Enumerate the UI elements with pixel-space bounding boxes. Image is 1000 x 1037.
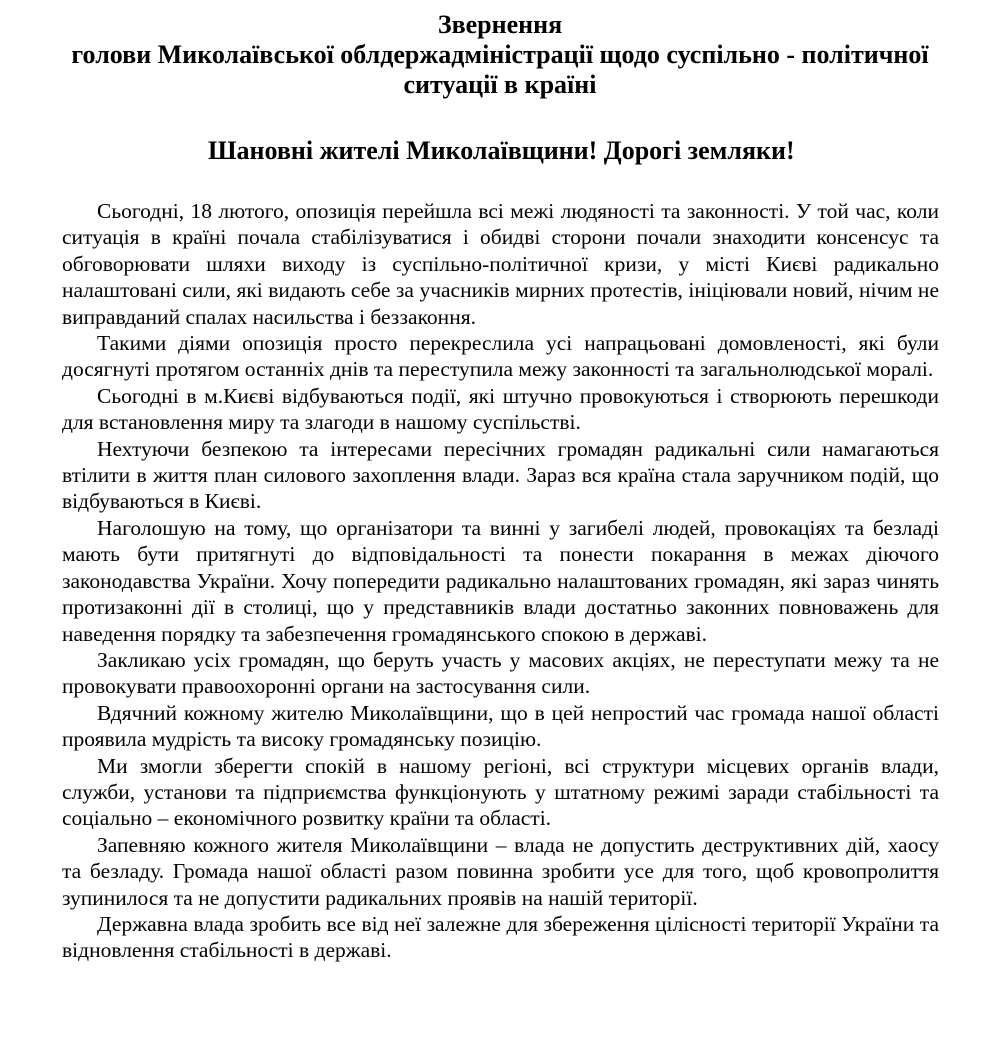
body-text [62, 198, 939, 964]
paragraph-5: Наголошую на тому, що організатори та винні у загибелі людей, провокаціях та безладі мають бути притягнуті до відповідальності та понести покарання в межах діючого законодавства України. Хочу попередити радикально налаштованих громадян, які зараз чинять протизаконні дії в столиці, що у представників влади достатньо законних повноважень для наведення порядку та забезпечення громадянського спокою в державі. [62, 515, 939, 646]
paragraph-6: Закликаю усіх громадян, що беруть участь у масових акціях, не переступати межу та не провокувати правоохоронні органи на застосування сили. [62, 647, 939, 699]
paragraph-9: Запевняю кожного жителя Миколаївщини – влада не допустить деструктивних дій, хаосу та безладу. Громада нашої області разом повинна зробити усе для того, щоб кровопролиття зупинилося та не допустити радикальних проявів на нашій території. [62, 832, 939, 910]
paragraph-8: Ми змогли зберегти спокій в нашому регіоні, всі структури місцевих органів влади, служби, установи та підприємства функціонують у штатному режимі заради стабільності та соціально – економічного розвитку країни та області. [62, 753, 939, 831]
paragraph-3: Сьогодні в м.Києві відбуваються події, які штучно провокуються і створюють перешкоди для встановлення миру та злагоди в нашому суспільстві. [62, 383, 939, 435]
paragraph-4: Нехтуючи безпекою та інтересами пересічних громадян радикальні сили намагаються втілити в життя план силового захоплення влади. Зараз вся країна стала заручником подій, що відбуваються в Києві. [62, 436, 939, 514]
paragraph-2: Такими діями опозиція просто перекреслила усі напрацьовані домовленості, які були досягнуті протягом останніх днів та переступила межу законності та загальнолюдської моралі. [62, 331, 939, 382]
title-line-2: голови Миколаївської облдержадміністрації щодо суспільно - політичної [71, 40, 929, 69]
greeting: Шановні жителі Миколаївщини! Дорогі земляки! [208, 136, 795, 165]
title-line-1: Звернення [437, 10, 563, 39]
paragraph-1: Сьогодні, 18 лютого, опозиція перейшла всі межі людяності та законності. У той час, коли ситуація в країні почала стабілізуватися і обидві сторони почали знаходити консенсус та обговорювати шляхи виходу із суспільно-політичної кризи, у місті Києві радикально налаштовані сили, які видають себе за учасників мирних протестів, ініціювали новий, нічим не виправданий спалах насильства і беззаконня. [62, 199, 939, 329]
paragraph-10: Державна влада зробить все від неї залежне для збереження цілісності території України та відновлення стабільності в державі. [62, 911, 939, 963]
paragraph-7: Вдячний кожному жителю Миколаївщини, що в цей непростий час громада нашої області проявила мудрість та високу громадянську позицію. [62, 700, 939, 752]
document-title [0, 10, 1000, 100]
title-line-3: ситуації в країні [403, 70, 597, 99]
